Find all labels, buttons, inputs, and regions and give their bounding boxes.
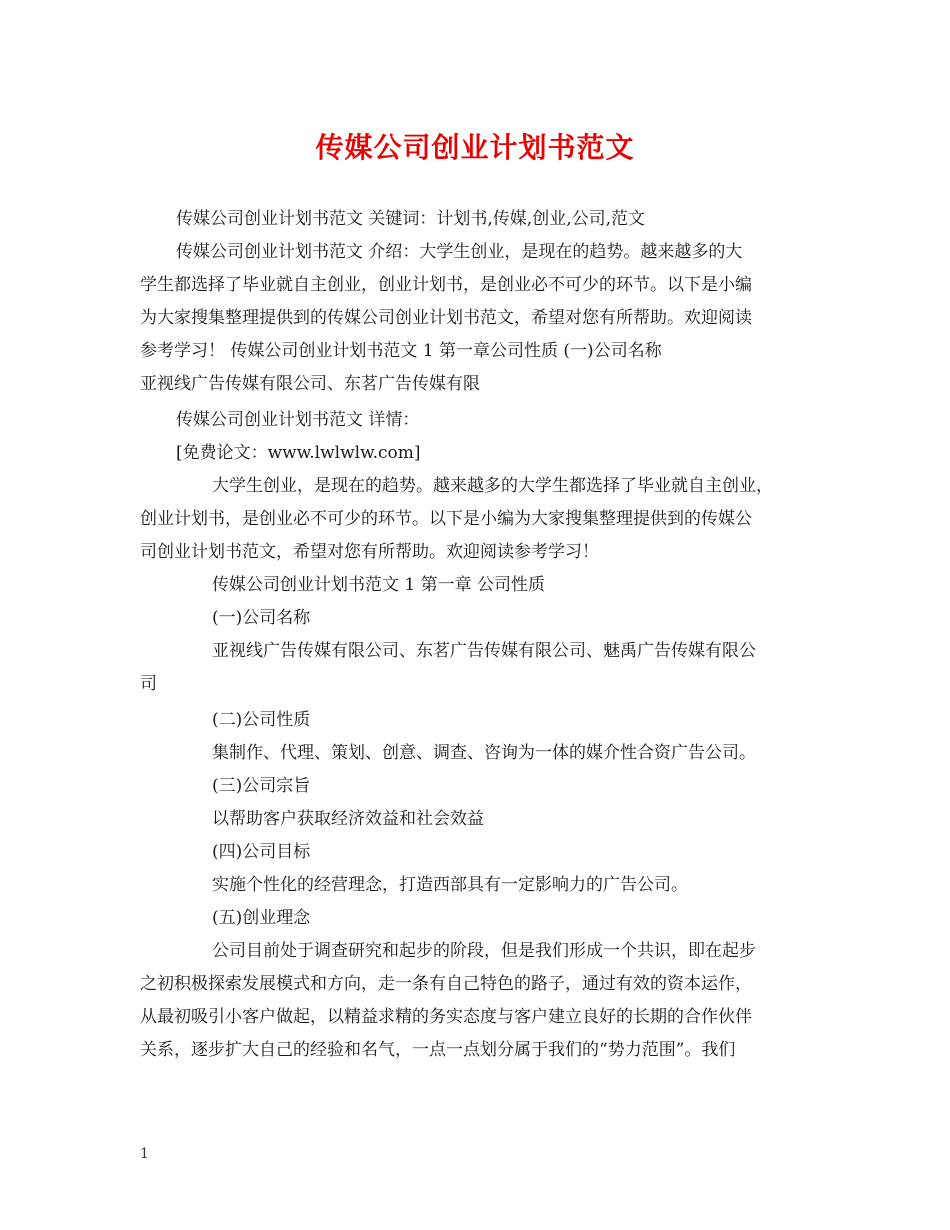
body-line: 学生都选择了毕业就自主创业，创业计划书，是创业必不可少的环节。以下是小编 bbox=[140, 275, 752, 295]
body-line: 亚视线广告传媒有限公司、东茗广告传媒有限 bbox=[140, 374, 480, 394]
body-line: 传媒公司创业计划书范文 详情： bbox=[176, 410, 420, 430]
body-line: 以帮助客户获取经济效益和社会效益 bbox=[212, 809, 484, 829]
body-line: 之初积极探索发展模式和方向，走一条有自己特色的路子，通过有效的资本运作， bbox=[140, 974, 752, 994]
body-line: 公司目前处于调查研究和起步的阶段，但是我们形成一个共识，即在起步 bbox=[212, 941, 756, 961]
body-line: 实施个性化的经营理念，打造西部具有一定影响力的广告公司。 bbox=[212, 875, 688, 895]
body-line: [免费论文：www.lwlwlw.com] bbox=[176, 443, 421, 463]
body-line: (四)公司目标 bbox=[212, 842, 311, 862]
body-line: 司 bbox=[140, 674, 157, 694]
body-line: 传媒公司创业计划书范文 关键词：计划书,传媒,创业,公司,范文 bbox=[176, 209, 646, 229]
body-line: 为大家搜集整理提供到的传媒公司创业计划书范文，希望对您有所帮助。欢迎阅读 bbox=[140, 308, 752, 328]
body-line: 亚视线广告传媒有限公司、东茗广告传媒有限公司、魅禹广告传媒有限公 bbox=[212, 641, 756, 661]
document-title: 传媒公司创业计划书范文 bbox=[315, 131, 635, 164]
body-line: 创业计划书，是创业必不可少的环节。以下是小编为大家搜集整理提供到的传媒公 bbox=[140, 509, 752, 529]
body-line: 参考学习！ 传媒公司创业计划书范文 1 第一章公司性质 (一)公司名称 bbox=[140, 341, 662, 361]
body-line: (二)公司性质 bbox=[212, 710, 311, 730]
body-line: (一)公司名称 bbox=[212, 608, 311, 628]
body-line: 传媒公司创业计划书范文 1 第一章 公司性质 bbox=[212, 575, 546, 595]
body-line: (五)创业理念 bbox=[212, 908, 311, 928]
body-line: (三)公司宗旨 bbox=[212, 776, 311, 796]
body-line: 从最初吸引小客户做起，以精益求精的务实态度与客户建立良好的长期的合作伙伴 bbox=[140, 1007, 752, 1027]
page-number: 1 bbox=[140, 1146, 149, 1162]
body-line: 传媒公司创业计划书范文 介绍：大学生创业，是现在的趋势。越来越多的大 bbox=[176, 242, 743, 262]
body-line: 司创业计划书范文，希望对您有所帮助。欢迎阅读参考学习！ bbox=[140, 542, 599, 562]
body-line: 大学生创业，是现在的趋势。越来越多的大学生都选择了毕业就自主创业， bbox=[212, 476, 773, 496]
body-line: 关系，逐步扩大自己的经验和名气，一点一点划分属于我们的“势力范围”。我们 bbox=[140, 1040, 736, 1060]
body-line: 集制作、代理、策划、创意、调查、咨询为一体的媒介性合资广告公司。 bbox=[212, 743, 756, 763]
